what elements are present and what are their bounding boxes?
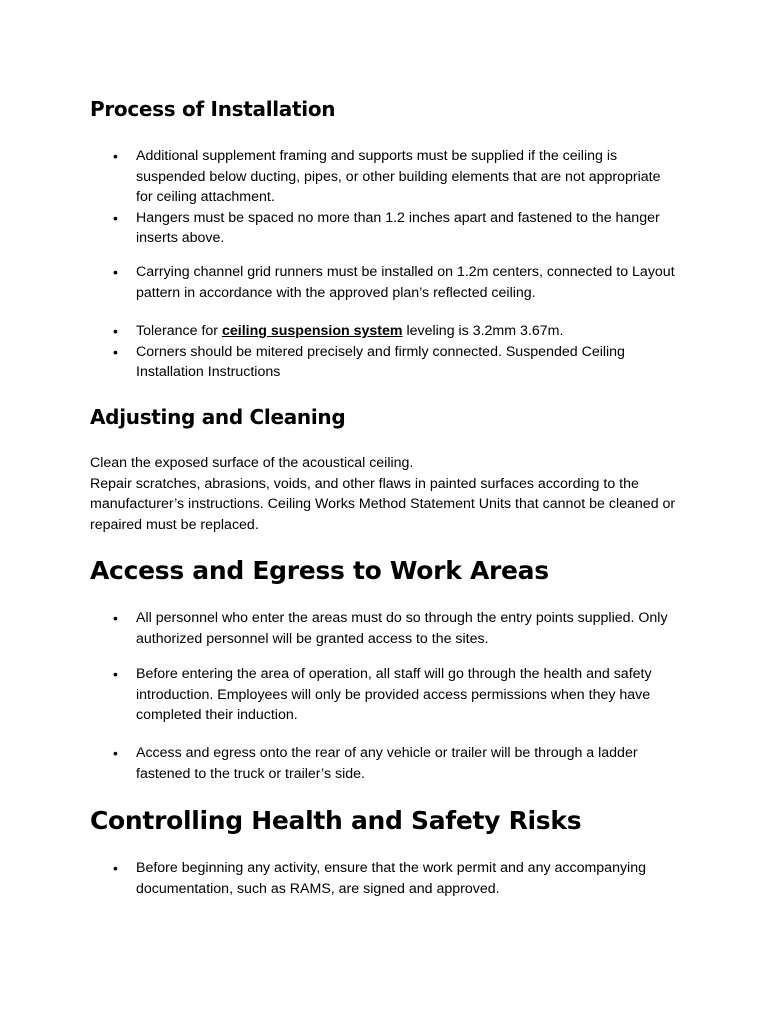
list-item: • Access and egress onto the rear of any vehicle or trailer will be through a ladder fastened to the truck or trailer’s side. <box>0 743 768 784</box>
section-heading-process-of-installation: Process of Installation <box>90 97 336 121</box>
section-heading-access-and-egress: Access and Egress to Work Areas <box>90 556 549 585</box>
tolerance-text-after: leveling is 3.2mm 3.67m. <box>402 323 564 339</box>
section-heading-controlling-health-and-safety-risks: Controlling Health and Safety Risks <box>90 806 582 835</box>
adjusting-cleaning-paragraph <box>90 453 690 535</box>
list-item: • Corners should be mitered precisely and firmly connected. Suspended Ceiling Installation Instructions <box>0 342 768 383</box>
installation-bullet-list-2 <box>0 262 768 303</box>
list-item: • All personnel who enter the areas must do so through the entry points supplied. Only authorized personnel will be granted access to the sites. <box>0 608 768 649</box>
access-bullet-list-2 <box>0 664 768 726</box>
installation-bullet-list <box>0 146 768 249</box>
risks-bullet-list <box>0 858 768 899</box>
tolerance-text-before: Tolerance for <box>136 323 222 339</box>
list-item: • Before entering the area of operation, all staff will go through the health and safety introduction. Employees will only be provided access permissions when they have completed their induction. <box>0 664 768 726</box>
paragraph-line: Clean the exposed surface of the acoustical ceiling. <box>90 455 414 471</box>
list-item: • Carrying channel grid runners must be installed on 1.2m centers, connected to Layout pattern in accordance with the approved plan’s reflected ceiling. <box>0 262 768 303</box>
access-bullet-list-3 <box>0 743 768 784</box>
access-bullet-list <box>0 608 768 649</box>
installation-bullet-list-3 <box>0 321 768 383</box>
ceiling-suspension-system-link[interactable]: ceiling suspension system <box>221 323 403 339</box>
list-item: • Before beginning any activity, ensure that the work permit and any accompanying documentation, such as RAMS, are signed and approved. <box>0 858 768 899</box>
list-item <box>0 321 768 342</box>
list-item: • Additional supplement framing and supports must be supplied if the ceiling is suspended below ducting, pipes, or other building elements that are not appropriate for ceiling attachment. <box>0 146 768 208</box>
section-heading-adjusting-and-cleaning: Adjusting and Cleaning <box>90 405 346 429</box>
paragraph-line: Repair scratches, abrasions, voids, and other flaws in painted surfaces according to the manufacturer’s instructions. Ceiling Works Method Statement Units that cannot be cleaned or repaired must be replaced. <box>90 475 676 533</box>
list-item: • Hangers must be spaced no more than 1.2 inches apart and fastened to the hanger inserts above. <box>0 208 768 249</box>
